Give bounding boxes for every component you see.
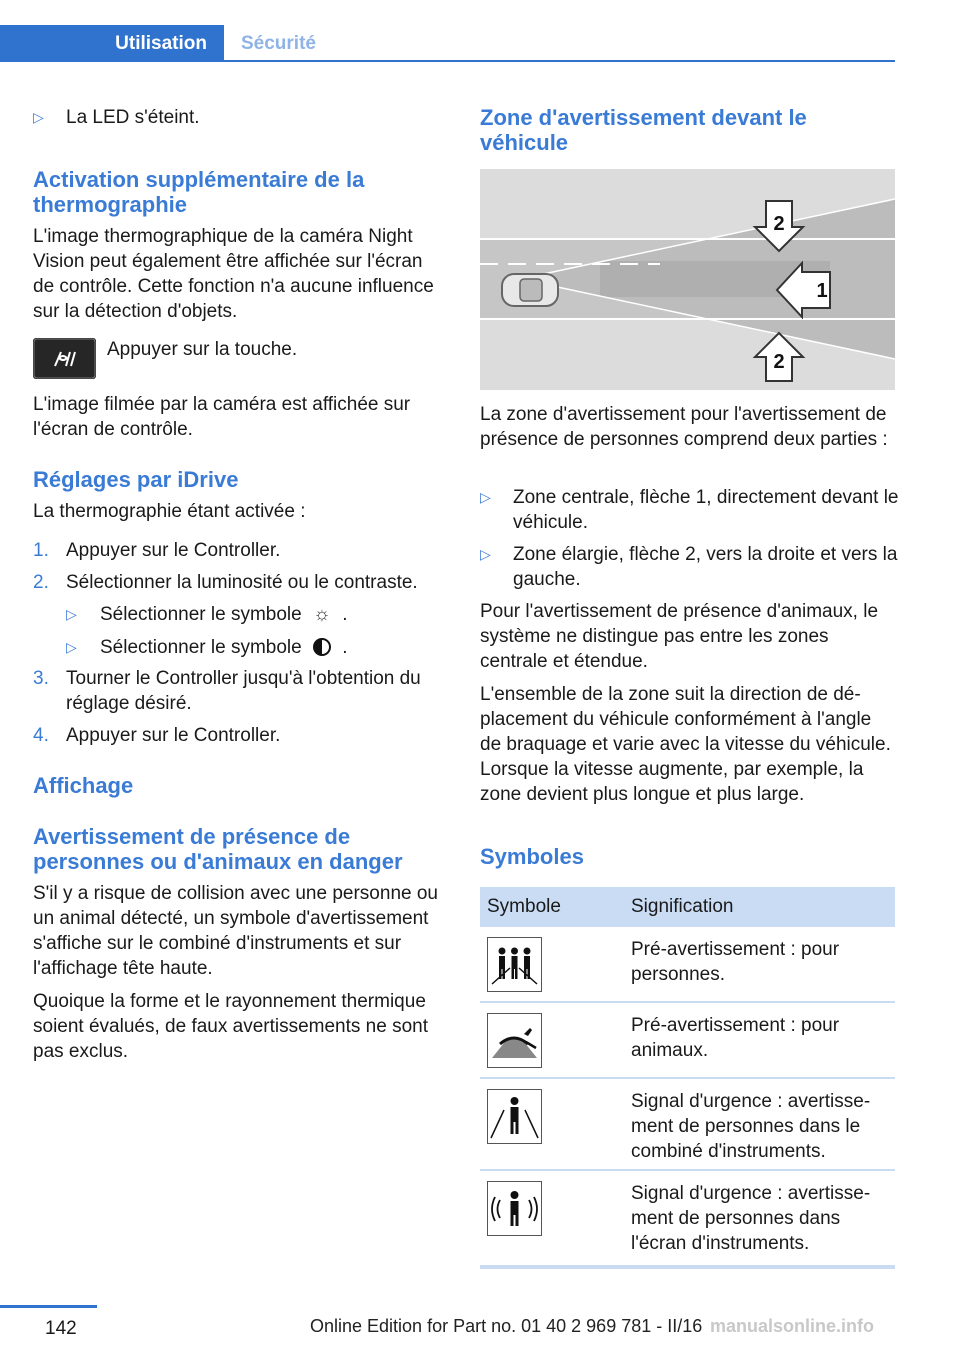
heading-zone: Zone d'avertissement devant le véhicule xyxy=(480,105,807,155)
edition-text: Online Edition for Part no. 01 40 2 969 781 - II/16 xyxy=(310,1316,703,1336)
paragraph-image: L'image filmée par la caméra est affichée sur l'écran de contrôle. xyxy=(33,394,411,440)
pedestrian-urgent-warning-icon xyxy=(487,1089,542,1144)
heading-symboles: Symboles xyxy=(480,844,584,869)
paragraph-zone: La zone d'avertissement pour l'avertissement de présence de personnes comprend deux parties : xyxy=(480,404,888,450)
step-1: 1. Appuyer sur le Controller. xyxy=(33,540,281,561)
symbols-table xyxy=(480,887,895,1269)
bullet-zone-centrale: ▷ Zone centrale, flèche 1, directement devant le véhicule. xyxy=(480,487,899,533)
heading-reglages: Réglages par iDrive xyxy=(33,467,239,492)
header-rule xyxy=(224,60,895,62)
animal-warning-icon xyxy=(487,1013,542,1068)
watermark: manualsonline.info xyxy=(710,1316,875,1336)
contrast-icon xyxy=(307,635,337,660)
paragraph-reglages: La thermographie étant activée : xyxy=(33,501,306,522)
triangle-bullet-icon: ▷ xyxy=(480,546,491,562)
tab-securite[interactable]: Sécurité xyxy=(241,32,316,54)
footer-rule xyxy=(0,1305,97,1308)
night-vision-key-icon xyxy=(33,338,96,379)
column-header-signification: Signification xyxy=(631,896,734,917)
svg-text:1: 1 xyxy=(816,280,828,302)
paragraph-avert-2: Quoique la forme et le rayonnement thermique soient évalués, de faux avertissements ne sont pas exclus. xyxy=(33,991,429,1062)
triangle-bullet-icon: ▷ xyxy=(480,489,491,505)
key-instruction: Appuyer sur la touche. xyxy=(107,339,298,360)
triangle-bullet-icon: ▷ xyxy=(66,639,77,655)
pedestrian-display-warning-icon xyxy=(487,1181,542,1236)
step-4: 4. Appuyer sur le Controller. xyxy=(33,725,281,746)
step-3: 3. Tourner le Controller jusqu'à l'obtention du réglage désiré. xyxy=(33,668,421,714)
table-row: Pré-avertissement : pour animaux. xyxy=(480,1003,895,1079)
column-header-symbole: Symbole xyxy=(487,896,561,917)
table-row: Signal d'urgence : avertissement de personnes dans l'écran d'instruments. xyxy=(480,1171,895,1269)
warning-zone-diagram xyxy=(480,169,895,390)
step-2: 2. Sélectionner la luminosité ou le contraste. xyxy=(33,572,418,593)
pedestrians-warning-icon xyxy=(487,937,542,992)
triangle-bullet-icon: ▷ xyxy=(66,606,77,622)
table-header xyxy=(480,887,895,927)
svg-text:2: 2 xyxy=(773,351,785,373)
header-bar xyxy=(0,25,895,62)
brightness-icon: ☼ xyxy=(313,604,331,625)
svg-text:2: 2 xyxy=(773,213,785,235)
triangle-bullet-icon: ▷ xyxy=(33,109,44,125)
bullet-zone-elargie: ▷ Zone élargie, flèche 2, vers la droite et vers la gauche. xyxy=(480,544,898,590)
heading-avertissement: Avertissement de présence de personnes ou d'animaux en danger xyxy=(33,824,403,874)
car-icon xyxy=(502,274,558,306)
paragraph-animaux: Pour l'avertissement de présence d'animaux, le système ne distingue pas entre les zones centrale et étendue. xyxy=(480,601,879,672)
paragraph-ensemble: L'ensemble de la zone suit la direction de déplacement du véhicule conformément à l'angle de braquage et varie avec la vitesse du véhicule. Lorsque la vitesse augmente, par exemple, la zone devient plus longue et plus large. xyxy=(480,684,891,805)
paragraph-activation: L'image thermographique de la caméra Night Vision peut également être affichée sur l'écran de contrôle. Cette fonction n'a aucune influence sur la détection d'objets. xyxy=(33,226,434,322)
table-row: Signal d'urgence : avertissement de personnes dans le combiné d'instruments. xyxy=(480,1079,895,1171)
heading-activation: Activation supplémentaire de la thermographie xyxy=(33,167,365,217)
tab-utilisation[interactable]: Utilisation xyxy=(0,25,224,62)
table-row: Pré-avertissement : pour personnes. xyxy=(480,927,895,1003)
paragraph-avert-1: S'il y a risque de collision avec une personne ou un animal détecté, un symbole d'avertissement s'affiche sur le combiné d'instruments et sur l'affichage tête haute. xyxy=(33,883,438,979)
sub-step-brightness: ▷ Sélectionner le symbole ☼ . xyxy=(66,604,348,625)
bullet-led: ▷ La LED s'éteint. xyxy=(33,107,200,128)
sub-step-contrast: ▷ Sélectionner le symbole . xyxy=(66,637,348,658)
heading-affichage: Affichage xyxy=(33,773,134,798)
page-number: 142 xyxy=(45,1318,77,1339)
